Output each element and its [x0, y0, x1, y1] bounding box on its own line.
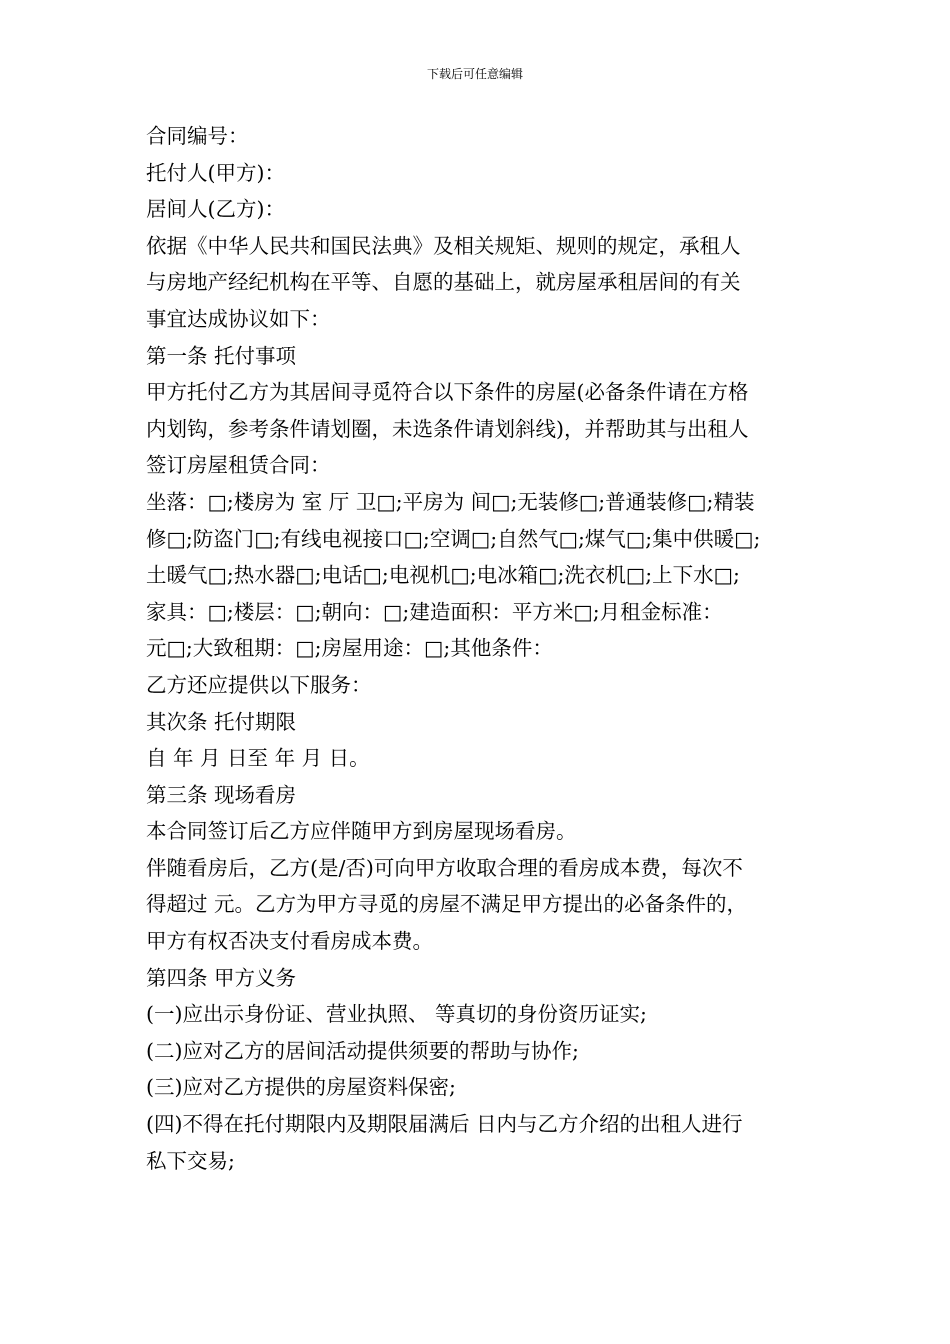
preamble-line: 与房地产经纪机构在平等、自愿的基础上，就房屋承租居间的有关	[146, 270, 741, 295]
paragraph-line: 甲方托付乙方为其居间寻觅符合以下条件的房屋(必备条件请在方格	[146, 380, 749, 405]
document-body	[146, 118, 816, 1179]
obligation-item: 私下交易;	[146, 1148, 235, 1173]
paragraph-line: 签订房屋租赁合同：	[146, 453, 331, 478]
paragraph-line: 乙方还应提供以下服务：	[146, 672, 372, 697]
paragraph-line: 甲方有权否决支付看房成本费。	[146, 929, 433, 954]
paragraph-line: 得超过 元。乙方为甲方寻觅的房屋不满足甲方提出的必备条件的，	[146, 892, 748, 917]
conditions-line: 坐落：□;楼房为 室 厅 卫□;平房为 间□;无装修□;普通装修□;精装	[146, 489, 755, 514]
preamble-line: 依据《中华人民共和国民法典》及相关规矩、规则的规定，承租人	[146, 233, 741, 258]
section-heading: 第四条 甲方义务	[146, 965, 297, 990]
conditions-line: 土暖气□;热水器□;电话□;电视机□;电冰箱□;洗衣机□;上下水□;	[146, 563, 740, 588]
section-heading: 第一条 托付事项	[146, 343, 297, 368]
conditions-line: 修□;防盗门□;有线电视接口□;空调□;自然气□;煤气□;集中供暖□;	[146, 526, 761, 551]
section-heading: 第三条 现场看房	[146, 782, 297, 807]
obligation-item: (四)不得在托付期限内及期限届满后 日内与乙方介绍的出租人进行	[146, 1112, 743, 1137]
conditions-line: 家具：□;楼层：□;朝向：□;建造面积：平方米□;月租金标准：	[146, 599, 723, 624]
obligation-item: (一)应出示身份证、营业执照、 等真切的身份资历证实;	[146, 1002, 647, 1027]
conditions-line: 元□;大致租期：□;房屋用途：□;其他条件：	[146, 636, 553, 661]
preamble-line: 事宜达成协议如下：	[146, 306, 331, 331]
paragraph-line: 自 年 月 日至 年 月 日。	[146, 746, 370, 771]
contract-number-line: 合同编号：	[146, 124, 249, 148]
section-heading: 其次条 托付期限	[146, 709, 297, 734]
paragraph-line: 内划钩，参考条件请划圈，未选条件请划斜线)，并帮助其与出租人	[146, 416, 749, 441]
party-b-line: 居间人(乙方)：	[146, 197, 285, 222]
paragraph-line: 本合同签订后乙方应伴随甲方到房屋现场看房。	[146, 819, 577, 844]
party-a-line: 托付人(甲方)：	[146, 160, 285, 185]
paragraph-line: 伴随看房后，乙方(是/否)可向甲方收取合理的看房成本费，每次不	[146, 855, 743, 880]
page-header: 下载后可任意编辑	[426, 67, 523, 81]
obligation-item: (三)应对乙方提供的房屋资料保密;	[146, 1075, 456, 1100]
obligation-item: (二)应对乙方的居间活动提供须要的帮助与协作;	[146, 1038, 579, 1063]
